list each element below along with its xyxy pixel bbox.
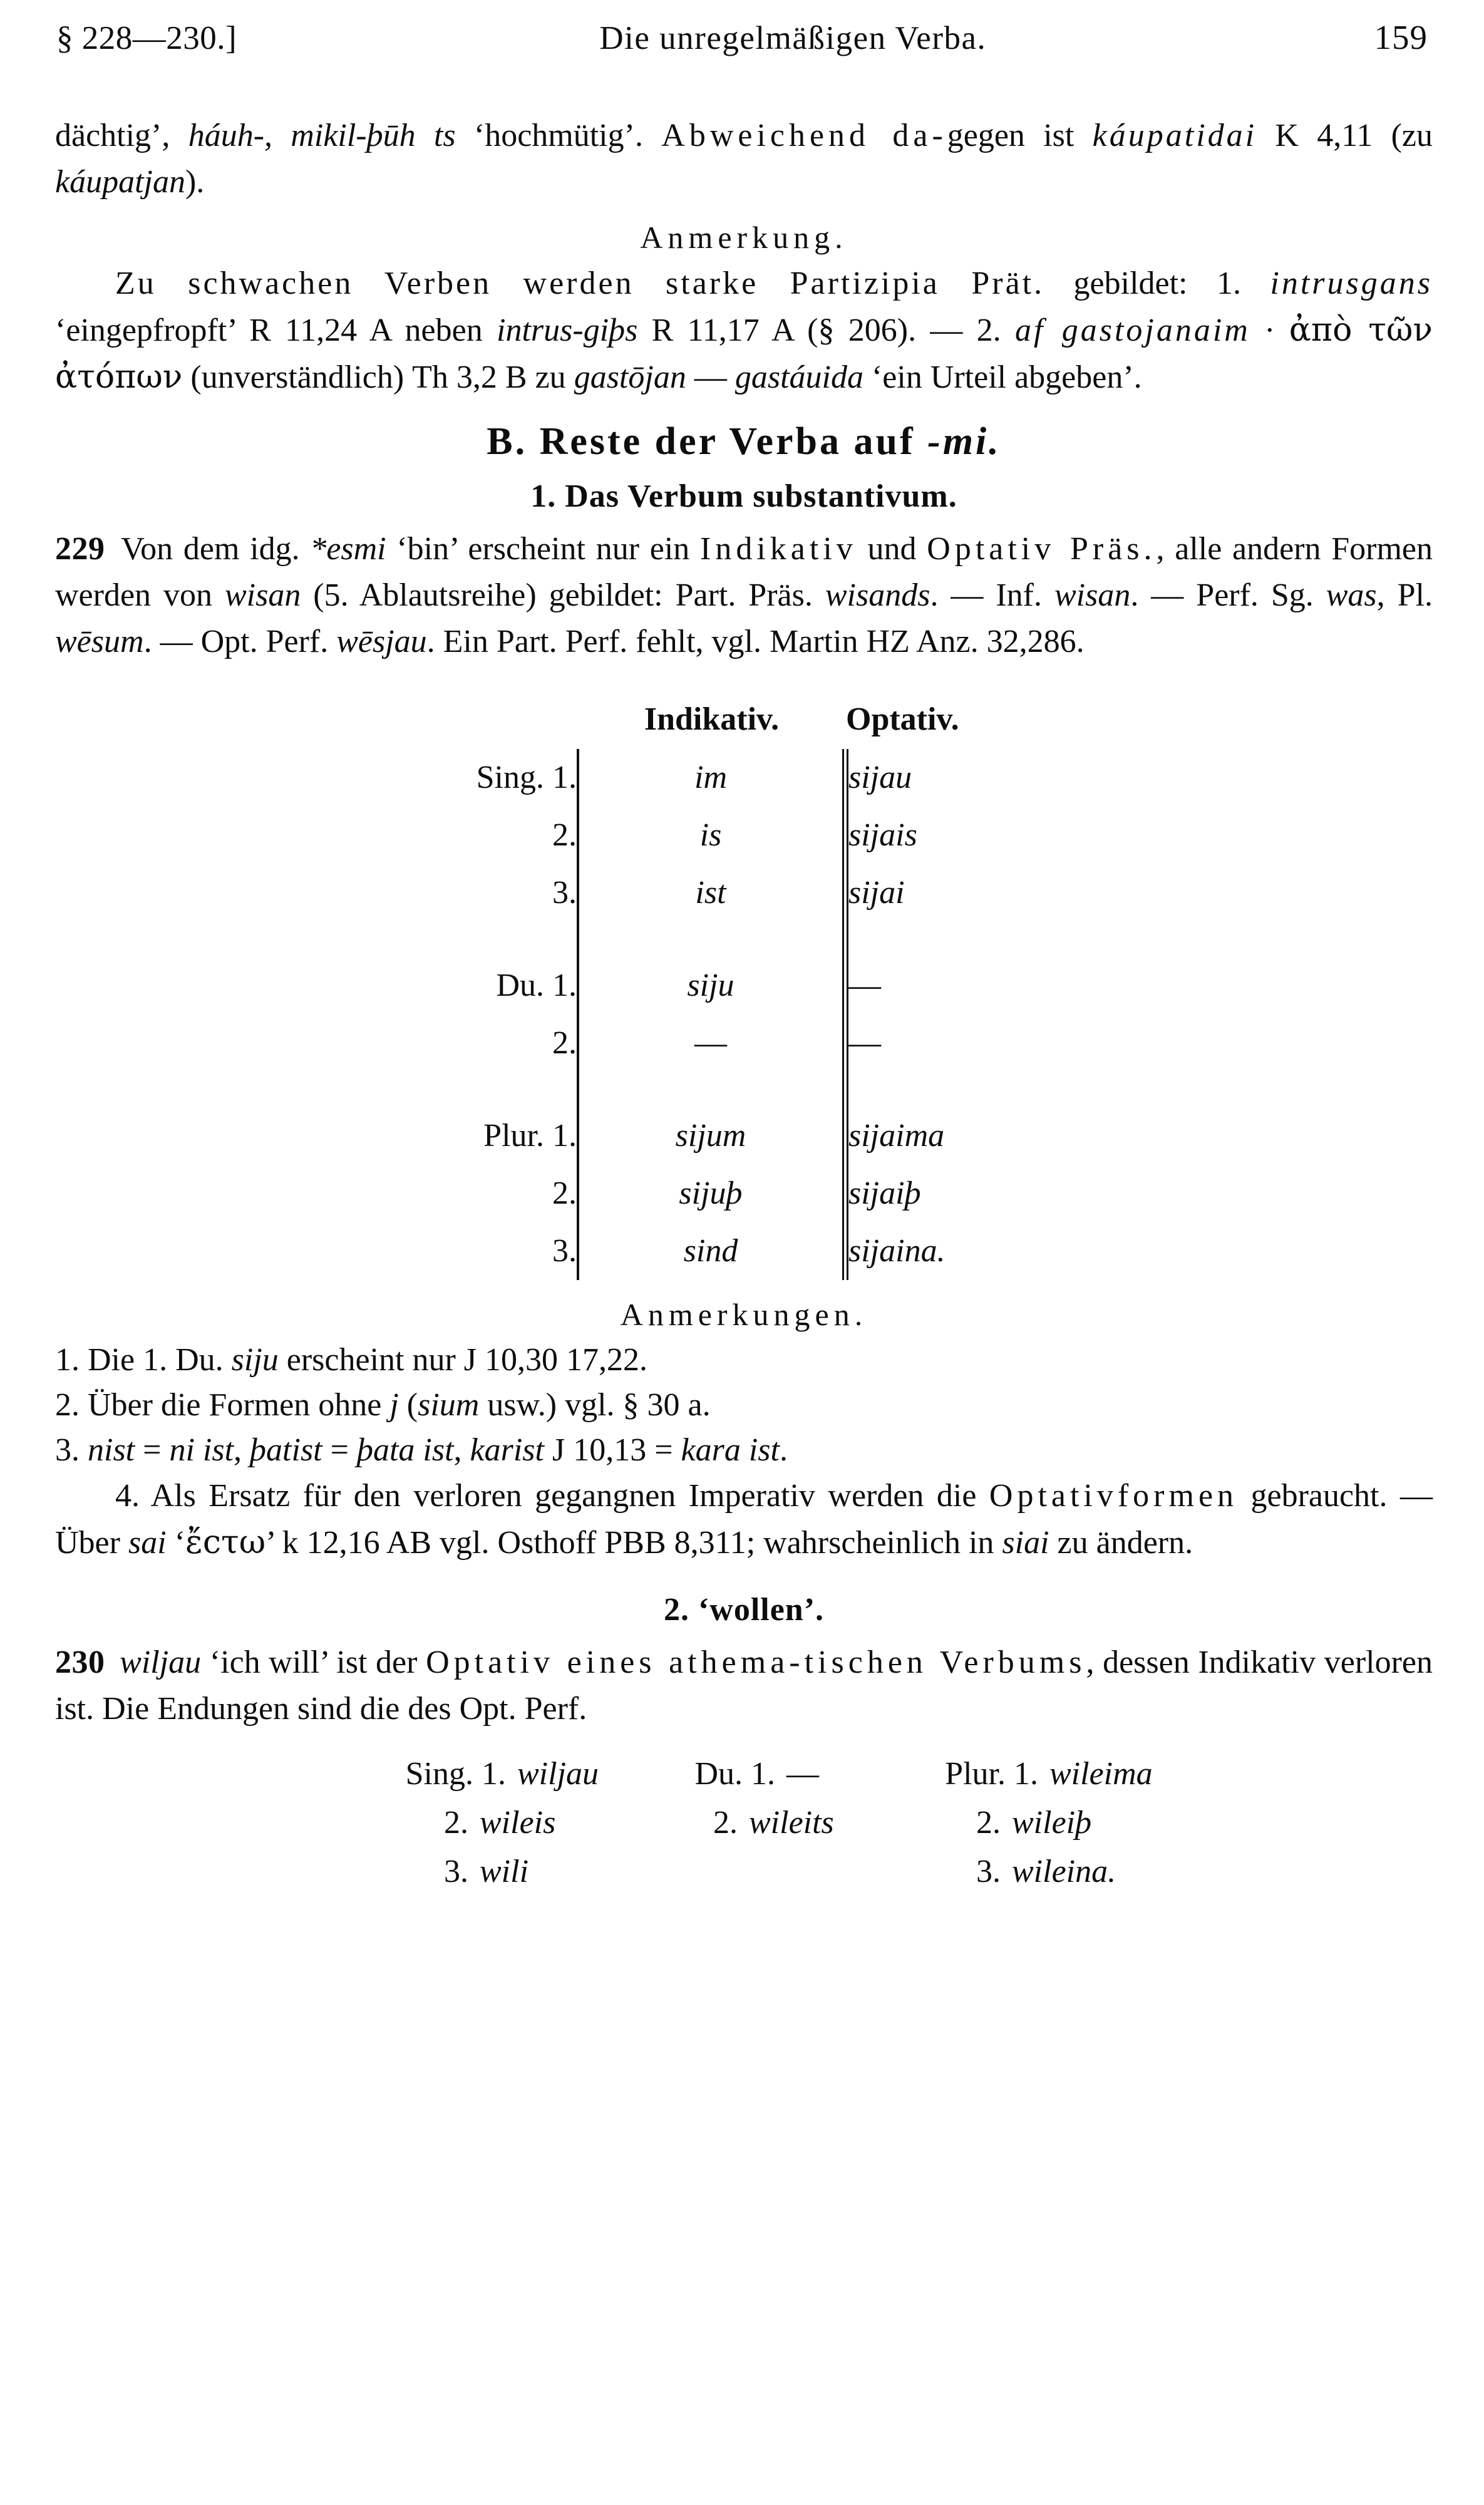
text-run: 3.: [55, 1432, 88, 1468]
text-run: ,: [453, 1432, 470, 1468]
indikativ-form: sijuþ: [578, 1165, 845, 1222]
section-number-229: 229: [55, 531, 105, 567]
conjugation-table-wrapper: [55, 690, 1433, 1280]
gothic-form: siju: [231, 1342, 279, 1378]
optativ-form: sijaima: [845, 1107, 1118, 1165]
paradigm-form: wileiþ: [1012, 1805, 1092, 1841]
spacer-cell: [845, 1072, 1118, 1107]
paradigm-row: [875, 1847, 1145, 1896]
table-row: [370, 1222, 1118, 1280]
text-run: R 11,17 A (§ 206). — 2.: [637, 312, 1015, 348]
paradigm-form: wileina.: [1012, 1854, 1116, 1889]
subsection-heading-wollen: 2. ‘wollen’.: [663, 1592, 825, 1628]
optativ-form: —: [845, 957, 1118, 1015]
text-run: ‘ein Urteil abgeben’.: [863, 359, 1142, 395]
text-run: 1. Die 1. Du.: [55, 1342, 232, 1378]
wollen-paradigm: [55, 1750, 1433, 1896]
gothic-form: kara ist: [681, 1432, 780, 1468]
paradigm-row: [343, 1750, 612, 1799]
optativ-form: sijaina.: [845, 1222, 1118, 1280]
table-row: [370, 1165, 1118, 1222]
paragraph-anmerkung: [55, 261, 1433, 401]
column-header-optativ: Optativ.: [846, 701, 959, 737]
text-run: ‘bin’ erscheint nur ein: [386, 531, 701, 567]
section-heading-b: [55, 420, 1433, 464]
paradigm-form: wileis: [480, 1805, 556, 1841]
gothic-form: wēsum: [55, 624, 144, 659]
text-run: gebildet: 1.: [1044, 266, 1270, 301]
paradigm-row: [343, 1847, 612, 1896]
conjugation-table-wisan: [370, 690, 1118, 1280]
row-label: 3.: [552, 875, 577, 911]
optativ-form: sijais: [845, 807, 1118, 864]
text-run: . — Inf.: [930, 577, 1054, 613]
paradigm-person-label: Sing. 1.: [405, 1756, 506, 1792]
gothic-form: káupatidai: [1092, 118, 1257, 153]
row-label: Du. 1.: [496, 968, 577, 1003]
paradigm-row: [612, 1799, 875, 1847]
gothic-form: was: [1326, 577, 1377, 613]
text-run: ).: [185, 164, 205, 200]
text-run: . Ein Part. Perf. fehlt, vgl. Martin HZ Anz. 32,286.: [426, 624, 1085, 659]
table-head: [370, 690, 1118, 749]
indikativ-form: ist: [578, 864, 845, 922]
gothic-form: gastáuida: [734, 359, 863, 395]
greek-gloss: ἔcτω: [185, 1524, 266, 1561]
indikativ-form: —: [578, 1015, 845, 1072]
table-spacer-row: [370, 1072, 1118, 1107]
spacer-cell: [370, 922, 578, 957]
section-heading-text: B. Reste der Verba auf: [487, 420, 928, 463]
text-run: J 10,13 =: [544, 1432, 681, 1468]
indikativ-form: sijum: [578, 1107, 845, 1165]
paradigm-person-label: 2.: [976, 1805, 1001, 1841]
text-run: ‘: [166, 1525, 185, 1561]
text-run: —: [686, 359, 735, 395]
running-head: [56, 18, 1428, 61]
gothic-form: ni ist: [169, 1432, 234, 1468]
row-label: 3.: [552, 1233, 577, 1269]
text-run: ‘ich will’ ist der: [201, 1645, 426, 1680]
paradigm-column: [612, 1750, 875, 1896]
text-run: gebraucht. — Über: [55, 1478, 1433, 1561]
paradigm-form: wiljau: [517, 1756, 599, 1792]
text-run: 2. Über die Formen ohne: [55, 1387, 390, 1423]
anmerkung-item-3: [55, 1428, 1433, 1473]
section-number-230: 230: [55, 1645, 105, 1680]
anmerkung-item-4: [55, 1473, 1433, 1566]
greek-gloss: ἀπὸ τῶν ἀτόπων: [55, 311, 1433, 396]
text-run: , Pl.: [1376, 577, 1433, 613]
text-run: [111, 1645, 120, 1680]
column-header-indikativ: Indikativ.: [644, 701, 780, 737]
paradigm-column: [875, 1750, 1153, 1896]
optativ-form: sijau: [845, 749, 1118, 807]
text-run: zu ändern.: [1049, 1525, 1193, 1561]
text-run: (unverständlich) Th 3,2 B zu: [182, 359, 574, 395]
table-row: [370, 1015, 1118, 1072]
gothic-form: wisands: [825, 577, 930, 613]
optativ-form: sijaiþ: [845, 1165, 1118, 1222]
text-run: , alle andern Formen werden von: [55, 531, 1433, 613]
table-row: [370, 807, 1118, 864]
text-run: erscheint nur J 10,30 17,22.: [278, 1342, 648, 1378]
emphasis-spaced: Optativformen: [989, 1478, 1239, 1514]
emphasis-spaced: Optativ Präs.: [927, 531, 1157, 567]
text-run: ’ k 12,16 AB vgl. Osthoff PBB 8,311; wahrscheinlich in: [265, 1525, 1002, 1561]
anmerkung-item-1: [55, 1338, 1433, 1383]
paradigm-person-label: 2.: [713, 1805, 738, 1841]
text-run: .: [780, 1432, 788, 1468]
paradigm-row: [875, 1799, 1145, 1847]
gothic-form: af gastojanaim: [1014, 312, 1250, 348]
text-run: . — Perf. Sg.: [1130, 577, 1326, 613]
gothic-form: siai: [1002, 1525, 1049, 1561]
text-run: gegen ist: [947, 118, 1093, 153]
indikativ-form: im: [578, 749, 845, 807]
anmerkungen-heading: Anmerkungen.: [620, 1297, 868, 1332]
emphasis-spaced: Optativ eines athema-: [426, 1645, 805, 1680]
indikativ-form: is: [578, 807, 845, 864]
gothic-form: wiljau: [120, 1645, 202, 1680]
text-run: 4. Als Ersatz für den verloren gegangnen Imperativ werden die: [115, 1478, 989, 1514]
paradigm-person-label: 2.: [444, 1805, 468, 1841]
page-number: 159: [1374, 18, 1428, 56]
row-label: 2.: [552, 817, 577, 853]
paradigm-form: wili: [480, 1854, 529, 1889]
paradigm-person-label: Plur. 1.: [945, 1756, 1038, 1792]
paradigm-column: [343, 1750, 612, 1896]
emphasis-spaced: Indikativ: [700, 531, 857, 567]
table-row: [370, 749, 1118, 807]
emphasis-spaced: tischen Verbums: [804, 1645, 1086, 1680]
anmerkung-item-2: [55, 1383, 1433, 1428]
text-run: (5. Ablautsreihe) gebildet: Part. Präs.: [301, 577, 825, 613]
paradigm-row: [343, 1799, 612, 1847]
spacer-cell: [845, 922, 1118, 957]
text-run: ·: [1250, 312, 1289, 348]
paradigm-form: wileima: [1049, 1756, 1153, 1792]
text-run: (: [398, 1387, 418, 1423]
paradigm-form: wileits: [749, 1805, 834, 1841]
text-column: [55, 113, 1433, 1896]
text-run: und: [857, 531, 927, 567]
text-run: , dessen Indikativ verloren ist. Die Endungen sind die des Opt. Perf.: [55, 1645, 1433, 1727]
text-run: =: [322, 1432, 357, 1468]
spacer-cell: [370, 1072, 578, 1107]
paradigm-person-label: 3.: [976, 1854, 1001, 1889]
text-run: K 4,11 (zu: [1257, 118, 1433, 153]
gothic-form: þata ist: [356, 1432, 454, 1468]
anmerkung-heading: Anmerkung.: [640, 220, 848, 255]
emphasis-spaced: Abweichend da-: [661, 118, 947, 153]
paradigm-row: [612, 1750, 875, 1799]
text-run: . — Opt. Perf.: [143, 624, 337, 659]
text-run: ,: [234, 1432, 250, 1468]
table-row: [370, 1107, 1118, 1165]
optativ-form: sijai: [845, 864, 1118, 922]
text-run: ‘eingepfropft’ R 11,24 A neben: [55, 312, 497, 348]
gothic-form: wisan: [1054, 577, 1131, 613]
paradigm-form: —: [786, 1756, 819, 1792]
spacer-cell: [578, 1072, 845, 1107]
gothic-form: gastōjan: [574, 359, 686, 395]
column-header-blank: [370, 690, 578, 749]
running-head-section-range: § 228—230.]: [56, 20, 237, 56]
spacer-cell: [578, 922, 845, 957]
text-run: ‘hochmütig’.: [455, 118, 662, 153]
gothic-form: intrus-: [497, 312, 584, 348]
table-row: [370, 864, 1118, 922]
optativ-form: —: [845, 1015, 1118, 1072]
paradigm-row: [875, 1750, 1153, 1799]
gothic-form: þatist: [250, 1432, 322, 1468]
gothic-form: wisan: [224, 577, 301, 613]
gothic-form: nist: [88, 1432, 135, 1468]
indikativ-form: sind: [578, 1222, 845, 1280]
paragraph-230: [55, 1640, 1433, 1732]
table-header-row: [370, 690, 1118, 749]
section-heading-suffix: -mi.: [927, 420, 1001, 463]
paradigm-person-label: 3.: [444, 1854, 468, 1889]
running-head-title: Die unregelmäßigen Verba.: [599, 20, 987, 56]
gothic-form: intrusgans: [1270, 266, 1433, 301]
reconstructed-form: *esmi: [310, 531, 386, 567]
text-run: usw.) vgl. § 30 a.: [479, 1387, 711, 1423]
table-body: [370, 749, 1118, 1280]
text-run: Von dem idg.: [111, 531, 311, 567]
gothic-form: wēsjau: [336, 624, 427, 659]
table-row: [370, 957, 1118, 1015]
gothic-form: háuh-, mikil-þūh ts: [188, 118, 456, 153]
gothic-form: karist: [470, 1432, 544, 1468]
paragraph-continuation: [55, 113, 1433, 205]
paradigm-row: [612, 1847, 875, 1896]
gothic-form: giþs: [583, 312, 638, 348]
row-label: 2.: [552, 1175, 577, 1211]
gothic-form: sai: [128, 1525, 167, 1561]
emphasis-spaced: Zu schwachen Verben werden starke Partizipia Prät.: [115, 266, 1045, 301]
gothic-form: j: [389, 1387, 399, 1423]
paragraph-229: [55, 526, 1433, 665]
row-label: Plur. 1.: [483, 1118, 577, 1154]
paradigm-person-label: Du. 1.: [694, 1756, 775, 1792]
subsection-heading-1: 1. Das Verbum substantivum.: [530, 478, 957, 514]
text-run: =: [135, 1432, 170, 1468]
gothic-form: káupatjan: [55, 164, 185, 200]
indikativ-form: siju: [578, 957, 845, 1015]
gothic-form: sium: [418, 1387, 480, 1423]
table-spacer-row: [370, 922, 1118, 957]
row-label: 2.: [552, 1025, 577, 1061]
text-run: dächtig’,: [55, 118, 188, 153]
row-label: Sing. 1.: [476, 760, 577, 795]
